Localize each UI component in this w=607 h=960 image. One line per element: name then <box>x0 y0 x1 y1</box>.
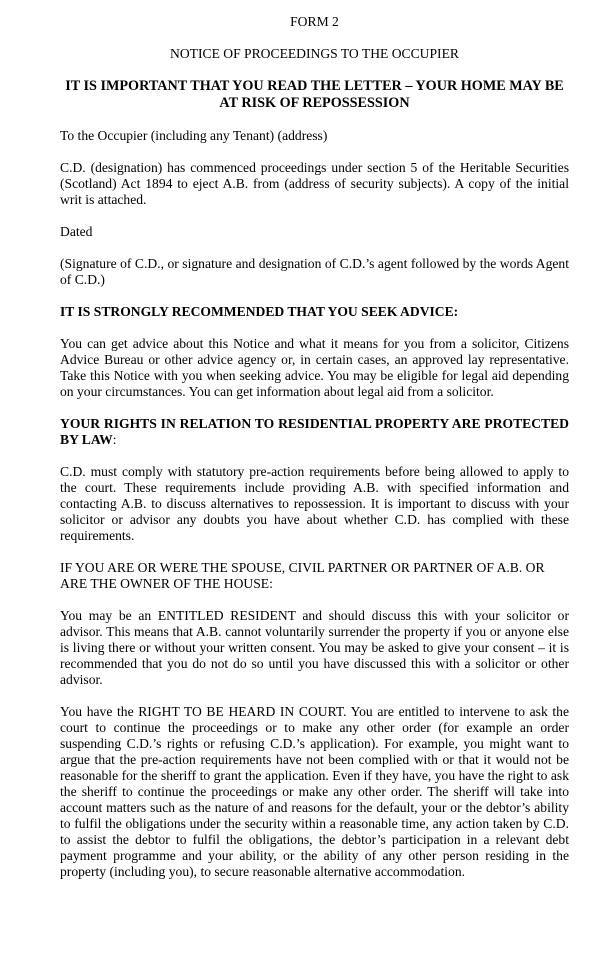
dated-line: Dated <box>60 224 93 239</box>
notice-title: NOTICE OF PROCEEDINGS TO THE OCCUPIER <box>170 46 459 61</box>
rights-heading-colon: : <box>112 432 117 447</box>
advice-paragraph: You can get advice about this Notice and what it means for you from a solicitor, Citizens Advice Bureau or other advice agency or, in certain cases, an approved lay representative. Take this Notice with you when seeking advice. You may be eligible for legal aid depending on your circumstances. You can get information about legal aid from a solicitor. <box>60 336 569 399</box>
rights-paragraph: C.D. must comply with statutory pre-action requirements before being allowed to apply to the court. These requirements include providing A.B. with specified information and contacting A.B. to discuss alternatives to repossession. It is important to discuss with your solicitor or advisor any doubts you have about whether C.D. has complied with these requirements. <box>60 464 569 543</box>
rights-heading <box>60 416 569 448</box>
spouse-heading: IF YOU ARE OR WERE THE SPOUSE, CIVIL PARTNER OR PARTNER OF A.B. OR ARE THE OWNER OF THE HOUSE: <box>60 560 545 591</box>
repossession-warning: IT IS IMPORTANT THAT YOU READ THE LETTER – YOUR HOME MAY BE AT RISK OF REPOSSESSION <box>65 78 564 111</box>
signature-paragraph: (Signature of C.D., or signature and designation of C.D.’s agent followed by the words Agent of C.D.) <box>60 256 569 287</box>
addressee-line: To the Occupier (including any Tenant) (address) <box>60 128 328 143</box>
form-number: FORM 2 <box>290 14 339 29</box>
entitled-resident-paragraph: You may be an ENTITLED RESIDENT and should discuss this with your solicitor or advisor. This means that A.B. cannot voluntarily surrender the property if you or anyone else is living there or without your written consent. You may be asked to give your consent – it is recommended that you do not do so until you have discussed this with a solicitor or other advisor. <box>60 608 569 687</box>
right-to-be-heard-paragraph: You have the RIGHT TO BE HEARD IN COURT. You are entitled to intervene to ask the court to continue the proceedings or to make any other order (for example an order suspending C.D.’s rights or refusing C.D.’s application). For example, you might want to argue that the pre-action requirements have not been complied with or that it would not be reasonable for the sheriff to grant the application. Even if they have, you have the right to ask the sheriff to continue the proceedings or make any other order. The sheriff will take into account matters such as the nature of and reasons for the default, your or the debtor’s ability to fulfil the obligations under the security within a reasonable time, any action taken by C.D. to assist the debtor to fulfil the obligations, the debtor’s participation in a relevant debt payment programme and your ability, or the ability of any other person residing in the property (including you), to secure reasonable alternative accommodation. <box>60 704 569 879</box>
rights-heading-text: YOUR RIGHTS IN RELATION TO RESIDENTIAL PROPERTY ARE PROTECTED BY LAW <box>60 416 569 447</box>
proceedings-paragraph: C.D. (designation) has commenced proceedings under section 5 of the Heritable Securities (Scotland) Act 1894 to eject A.B. from (address of security subjects). A copy of the initial writ is attached. <box>60 160 569 207</box>
advice-heading: IT IS STRONGLY RECOMMENDED THAT YOU SEEK ADVICE: <box>60 304 459 319</box>
